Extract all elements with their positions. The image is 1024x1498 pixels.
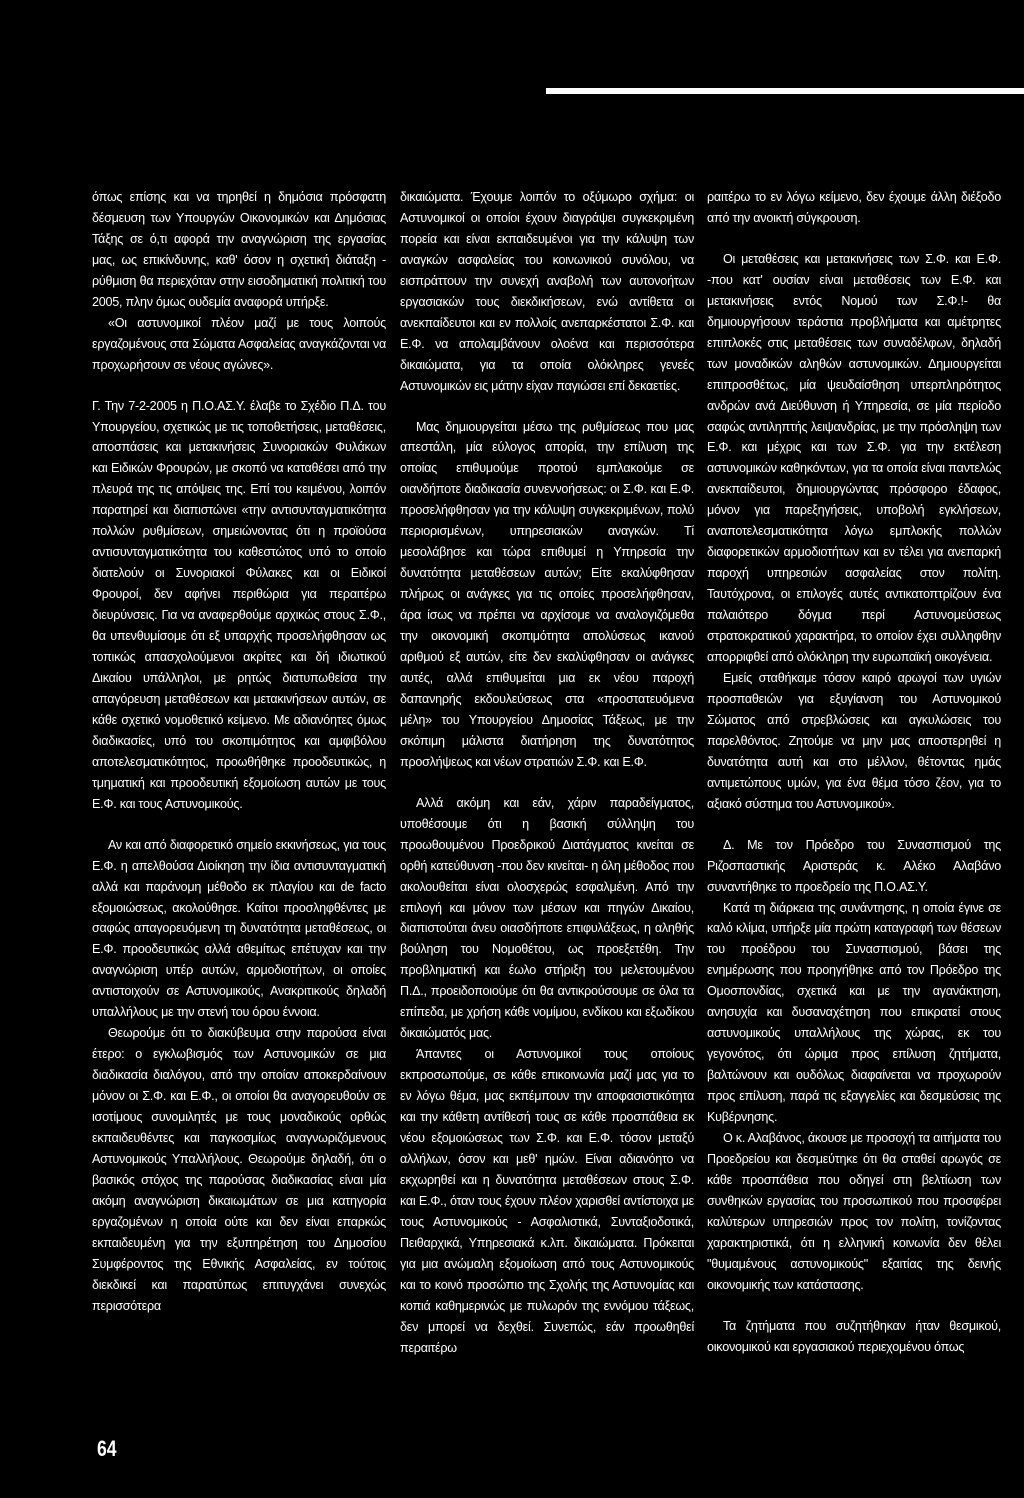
paragraph: Γ. Την 7-2-2005 η Π.Ο.ΑΣ.Υ. έλαβε το Σχέδιο Π.Δ. του Υπουργείου, σχετικώς με τις τοποθετήσεις, μεταθέσεις, αποσπάσεις και μετακινήσεις Συνοριακών Φυλάκων και Ειδικών Φρουρών, με σκοπό να καταθέσει από την πλευρά της τις απόψεις της. Επί του κειμένου, λοιπόν παρατηρεί και διαπιστώνει «την αντισυνταγματικότητα πολλών ρυθμίσεων, σημειώνοντας ότι η προϊούσα αντισυνταγματικότητα του καθεστώτος υπό το οποίο διατελούν οι Συνοριακοί Φύλακες και οι Ειδικοί Φρουροί, δεν αφήνει περιθώρια για περαιτέρω διευρύνσεις. Για να αναφερθούμε αρχικώς στους Σ.Φ., θα υπενθυμίσομε ότι εξ υπαρχής προσελήφθησαν ως τοπικώς απασχολούμενοι ακρίτες και δή ιδιωτικού Δικαίου υπάλληλοι, με ρητώς διατυπωθείσα την απαγόρευση μεταθέσεων και μετακινήσεων αυτών, σε κάθε σχετικό νομοθετικό κείμενο. Με αδιανόητες όμως διαδικασίες, υπό του σκοπιμότητος και αμφιβόλου αποτελεσματικότητος, προωθήθηκε προοδευτικώς, η τμηματική και προοδευτική εξομοίωση αυτών με τους Ε.Φ. και τους Αστυνομικούς. (92, 398, 386, 811)
paragraph: Εμείς σταθήκαμε τόσον καιρό αρωγοί των υγιών προσπαθειών για εξυγίανση του Αστυνομικού Σώματος από στρεβλώσεις και αγκυλώσεις του παρελθόντος. Ζητούμε να μην μας αποστερηθεί η δυνατότητα αυτή και στο μέλλον, θέτοντας ημάς αντιμετώπους υμών, για ένα θέμα τόσο ζέον, για το αξιακό σύστημα του Αστυνομικού». (707, 670, 1001, 811)
paragraph: «Οι αστυνομικοί πλέον μαζί με τους λοιπούς εργαζομένους στα Σώματα Ασφαλείας αναγκάζονται να προχωρήσουν σε νέους αγώνες». (92, 315, 386, 372)
text-column-1 (92, 187, 386, 1317)
paragraph: Δ. Με τον Πρόεδρο του Συνασπισμού της Ριζοσπαστικής Αριστεράς κ. Αλέκο Αλαβάνο συναντήθηκε το προεδρείο της Π.Ο.ΑΣ.Υ. (707, 837, 1001, 894)
paragraph: δικαιώματα. Έχουμε λοιπόν το οξύμωρο σχήμα: οι Αστυνομικοί οι οποίοι έχουν διαγράψει συγκεκριμένη πορεία και είναι εκπαιδευμένοι για την κάλυψη των αναγκών ασφαλείας του κοινωνικού συνόλου, να εισπράττουν την συνεχή αναβολή των αυτονοήτων εργασιακών τους διεκδικήσεων, ενώ αντίθετα οι ανεκπαίδευτοι και εν πολλοίς ανεπαρκέστατοι Σ.Φ. και Ε.Φ. να απολαμβάνουν ολοένα και περισσότερα δικαιώματα, για τα οποία ολόκληρες γενεές Αστυνομικών εις μάτην είχαν παγιώσει επί δεκαετίες. (400, 190, 694, 393)
header-rule (546, 88, 1024, 94)
paragraph: Αν και από διαφορετικό σημείο εκκινήσεως, για τους Ε.Φ. η απελθούσα Διοίκηση την ίδια αντισυνταγματική αλλά και παράνομη μέθοδο εκ πλαγίου και de facto εξομοιώσεως, ακολούθησε. Καίτοι προσληφθέντες με σαφώς απαγορευόμενη τη δυνατότητα μεταθέσεως, οι Ε.Φ. προοδευτικώς αλλά αθεμίτως επέτυχαν και την αναγνώριση υπέρ αυτών, αρμοδιοτήτων, οι οποίες αντιστοιχούν σε Αστυνομικούς, Ανακριτικούς δηλαδή υπαλλήλους με την στενή του όρου έννοια. (92, 837, 386, 1020)
text-column-3 (707, 187, 1001, 1358)
paragraph: Θεωρούμε ότι το διακύβευμα στην παρούσα είναι έτερο: ο εγκλωβισμός των Αστυνομικών σε μια διαδικασία διαλόγου, από την οποίαν αποκερδαίνουν μόνον οι Σ.Φ. και Ε.Φ., οι οποίοι θα αναγορευθούν σε ισοτίμους συνομιλητές με τους μοναδικούς ορθώς εκπαιδευθέντες και παγκοσμίως αναγνωριζόμενους Αστυνομικούς Υπαλλήλους. Θεωρούμε δηλαδή, ότι ο βασικός στόχος της παρούσας διαδικασίας είναι μία ακόμη αναγνώριση δικαιωμάτων σε μια κατηγορία εργαζομένων η οποία ούτε και δεν είναι επαρκώς εκπαιδευμένη για την εξυπηρέτηση του Δημοσίου Συμφέροντος της Εθνικής Ασφαλείας, εν τούτοις διεκδικεί και παρατύπως επιτυγχάνει συνεχώς περισσότερα (92, 1026, 386, 1313)
page-number: 64 (97, 1436, 117, 1461)
paragraph: Τα ζητήματα που συζητήθηκαν ήταν θεσμικού, οικονομικού και εργασιακού περιεχομένου όπως (707, 1318, 1001, 1354)
paragraph: ραιτέρω το εν λόγω κείμενο, δεν έχουμε άλλη διέξοδο από την ανοικτή σύγκρουση. (707, 190, 1001, 225)
text-column-2 (400, 187, 694, 1358)
paragraph: όπως επίσης και να τηρηθεί η δημόσια πρόσφατη δέσμευση των Υπουργών Οικονομικών και Δημόσιας Τάξης σε ό,τι αφορά την αναγνώριση της εργασίας μας, ως επικίνδυνης, καθ' όσον η σχετική διάταξη - ρύθμιση θα περιεχόταν στην εισοδηματική πολιτική του 2005, πλην όμως ουδεμία αναφορά υπήρξε. (92, 190, 386, 309)
paragraph: Ο κ. Αλαβάνος, άκουσε με προσοχή τα αιτήματα του Προεδρείου και δεσμεύτηκε ότι θα σταθεί αρωγός σε κάθε προσπάθεια που οδηγεί στη βελτίωση των συνθηκών εργασίας του προσωπικού που προσφέρει καλύτερων υπηρεσιών προς τον πολίτη, τονίζοντας χαρακτηριστικά, ότι η ελληνική κοινωνία δεν θέλει "θυμαμένους αστυνομικούς" εξαιτίας της δεινής οικονομικής των κατάστασης. (707, 1130, 1001, 1292)
paragraph: Κατά τη διάρκεια της συνάντησης, η οποία έγινε σε καλό κλίμα, υπήρξε μία πρώτη καταγραφή των θέσεων του προέδρου του Συνασπισμού, βάσει της ενημέρωσης που προηγήθηκε από τον Πρόεδρο της Ομοσπονδίας, σχετικά και με την αγανάκτηση, ανησυχία και δυσαναχέτηση που επικρατεί στους αστυνομικούς υπαλλήλους της χώρας, εκ του γεγονότος, ότι ώριμα προς επίλυση ζητήματα, βαλτώνουν και ουδόλως διαφαίνεται να προχωρούν προς επίλυση, παρά τις εξαγγελίες και δεσμεύσεις της Κυβέρνησης. (707, 900, 1001, 1125)
paragraph: Αλλά ακόμη και εάν, χάριν παραδείγματος, υποθέσουμε ότι η βασική σύλληψη του προωθουμένου Προεδρικού Διατάγματος κινείται σε ορθή κατεύθυνση -που δεν κινείται- η όλη μέθοδος που ακολουθείται είναι ολοσχερώς εσφαλμένη. Από την επιλογή και μόνον των μέσων και πηγών Δικαίου, διαπιστούται άνευ οιασδήποτε επιφυλάξεως, η αληθής βούληση του Νομοθέτου, ως προεξετέθη. Την προβληματική και έωλο στήριξη του μελετουμένου Π.Δ., προειδοποιούμε ότι θα αντικρούσουμε σε όλα τα επίπεδα, με χρήση κάθε νομίμου, ενδίκου και εξωδίκου δικαιώματός μας. (400, 795, 694, 1041)
paragraph: Οι μεταθέσεις και μετακινήσεις των Σ.Φ. και Ε.Φ. -που κατ' ουσίαν είναι μεταθέσεις των Ε.Φ. και μετακινήσεις εντός Νομού των Σ.Φ.!- θα δημιουργήσουν τεράστια προβλήματα και αμέτρητες επιπλοκές στις μεταθέσεις των συναδέλφων, δηλαδή των μοναδικών αληθών αστυνομικών. Δημιουργείται επιπροσθέτως, μία ψευδαίσθηση υπερπληρότητος ανδρών ανά Διεύθυνση ή Υπηρεσία, σε μία περίοδο σαφώς αντιληπτής λειψανδρίας, με την πρόσληψη των Ε.Φ. και μέχρις και των Σ.Φ. για την εκτέλεση αστυνομικών καθηκόντων, για τα οποία είναι παντελώς ανεκπαίδευτοι, δημιουργώντας πρόσφορο έδαφος, μόνον για παρεξηγήσεις, υποβολή εγκλήσεων, αναποτελεσματικότητα λόγω εμπλοκής πολλών διαφορετικών αρμοδιοτήτων και εν τέλει για ανεπαρκή παροχή υπηρεσιών ασφαλείας στον πολίτη. Ταυτόχρονα, οι επιλογές αυτές αντικατοπτρίζουν ένα παλαιότερο δόγμα περί Αστυνομεύσεως στρατοκρατικού χαρακτήρα, το οποίον έχει συλληφθην απορριφθεί από ολόκληρη την ευρωπαϊκή οικογένεια. (707, 251, 1001, 665)
paragraph: Μας δημιουργείται μέσω της ρυθμίσεως που μας απεστάλη, μία εύλογος απορία, την επίλυση της οποίας επιθυμούμε προτού εμπλακούμε σε οιανδήποτε διαδικασία συνεννοήσεως: οι Σ.Φ. και Ε.Φ. προσελήφθησαν για την κάλυψη συγκεκριμένων, πολύ περιορισμένων, υπηρεσιακών αναγκών. Τί μεσολάβησε και τώρα επιθυμεί η Υπηρεσία την δυνατότητα μεταθέσεων αυτών; Είτε εκαλύφθησαν πλήρως οι ανάγκες για τις οποίες προσελήφθησαν, άρα ίσως να πρέπει να αρχίσομε να αναλογιζόμεθα την οικονομική σκοπιμότητα απολύσεως ικανού αριθμού εξ αυτών, είτε δεν εκαλύφθησαν οι ανάγκες αυτές, αλλά επιθυμείται μια εκ νέου παροχή δαπανηρής εκδουλεύσεως στα «προστατευόμενα μέλη» του Υπουργείου Δημοσίας Τάξεως, με την σκόπιμη μάλιστα διατήρηση της δυνατότητος προσλήψεως και νέων στρατιών Σ.Φ. και Ε.Φ. (400, 419, 694, 769)
paragraph: Άπαντες οι Αστυνομικοί τους οποίους εκπροσωπούμε, σε κάθε επικοινωνία μαζί μας για το εν λόγω θέμα, μας εκπέμπουν την αποφασιστικότητα και την κάθετη αντίθεσή τους σε κάθε προσπάθεια εκ νέου εξομοιώσεως των Σ.Φ. και Ε.Φ. τόσον μεταξύ αλλήλων, όσον και μεθ' ημών. Είναι αδιανόητο να εκχωρηθεί και η δυνατότητα μεταθέσεων στους Σ.Φ. και Ε.Φ., όταν τους έχουν πλέον χαρισθεί αντίστοιχα με τους Αστυνομικούς - Ασφαλιστικά, Συνταξιοδοτικά, Πειθαρχικά, Υπηρεσιακά κ.λπ. δικαιώματα. Πρόκειται για μια ανώμαλη εξομοίωση από τους Αστυνομικούς και το κοινό προσώπιο της Σχολής της Αστυνομίας και κοπιά καθημερινώς με πυλωρόν της εννόμου τάξεως, δεν μπορεί να δεχθεί. Συνεπώς, εάν προωθηθεί περαιτέρω (400, 1047, 694, 1355)
